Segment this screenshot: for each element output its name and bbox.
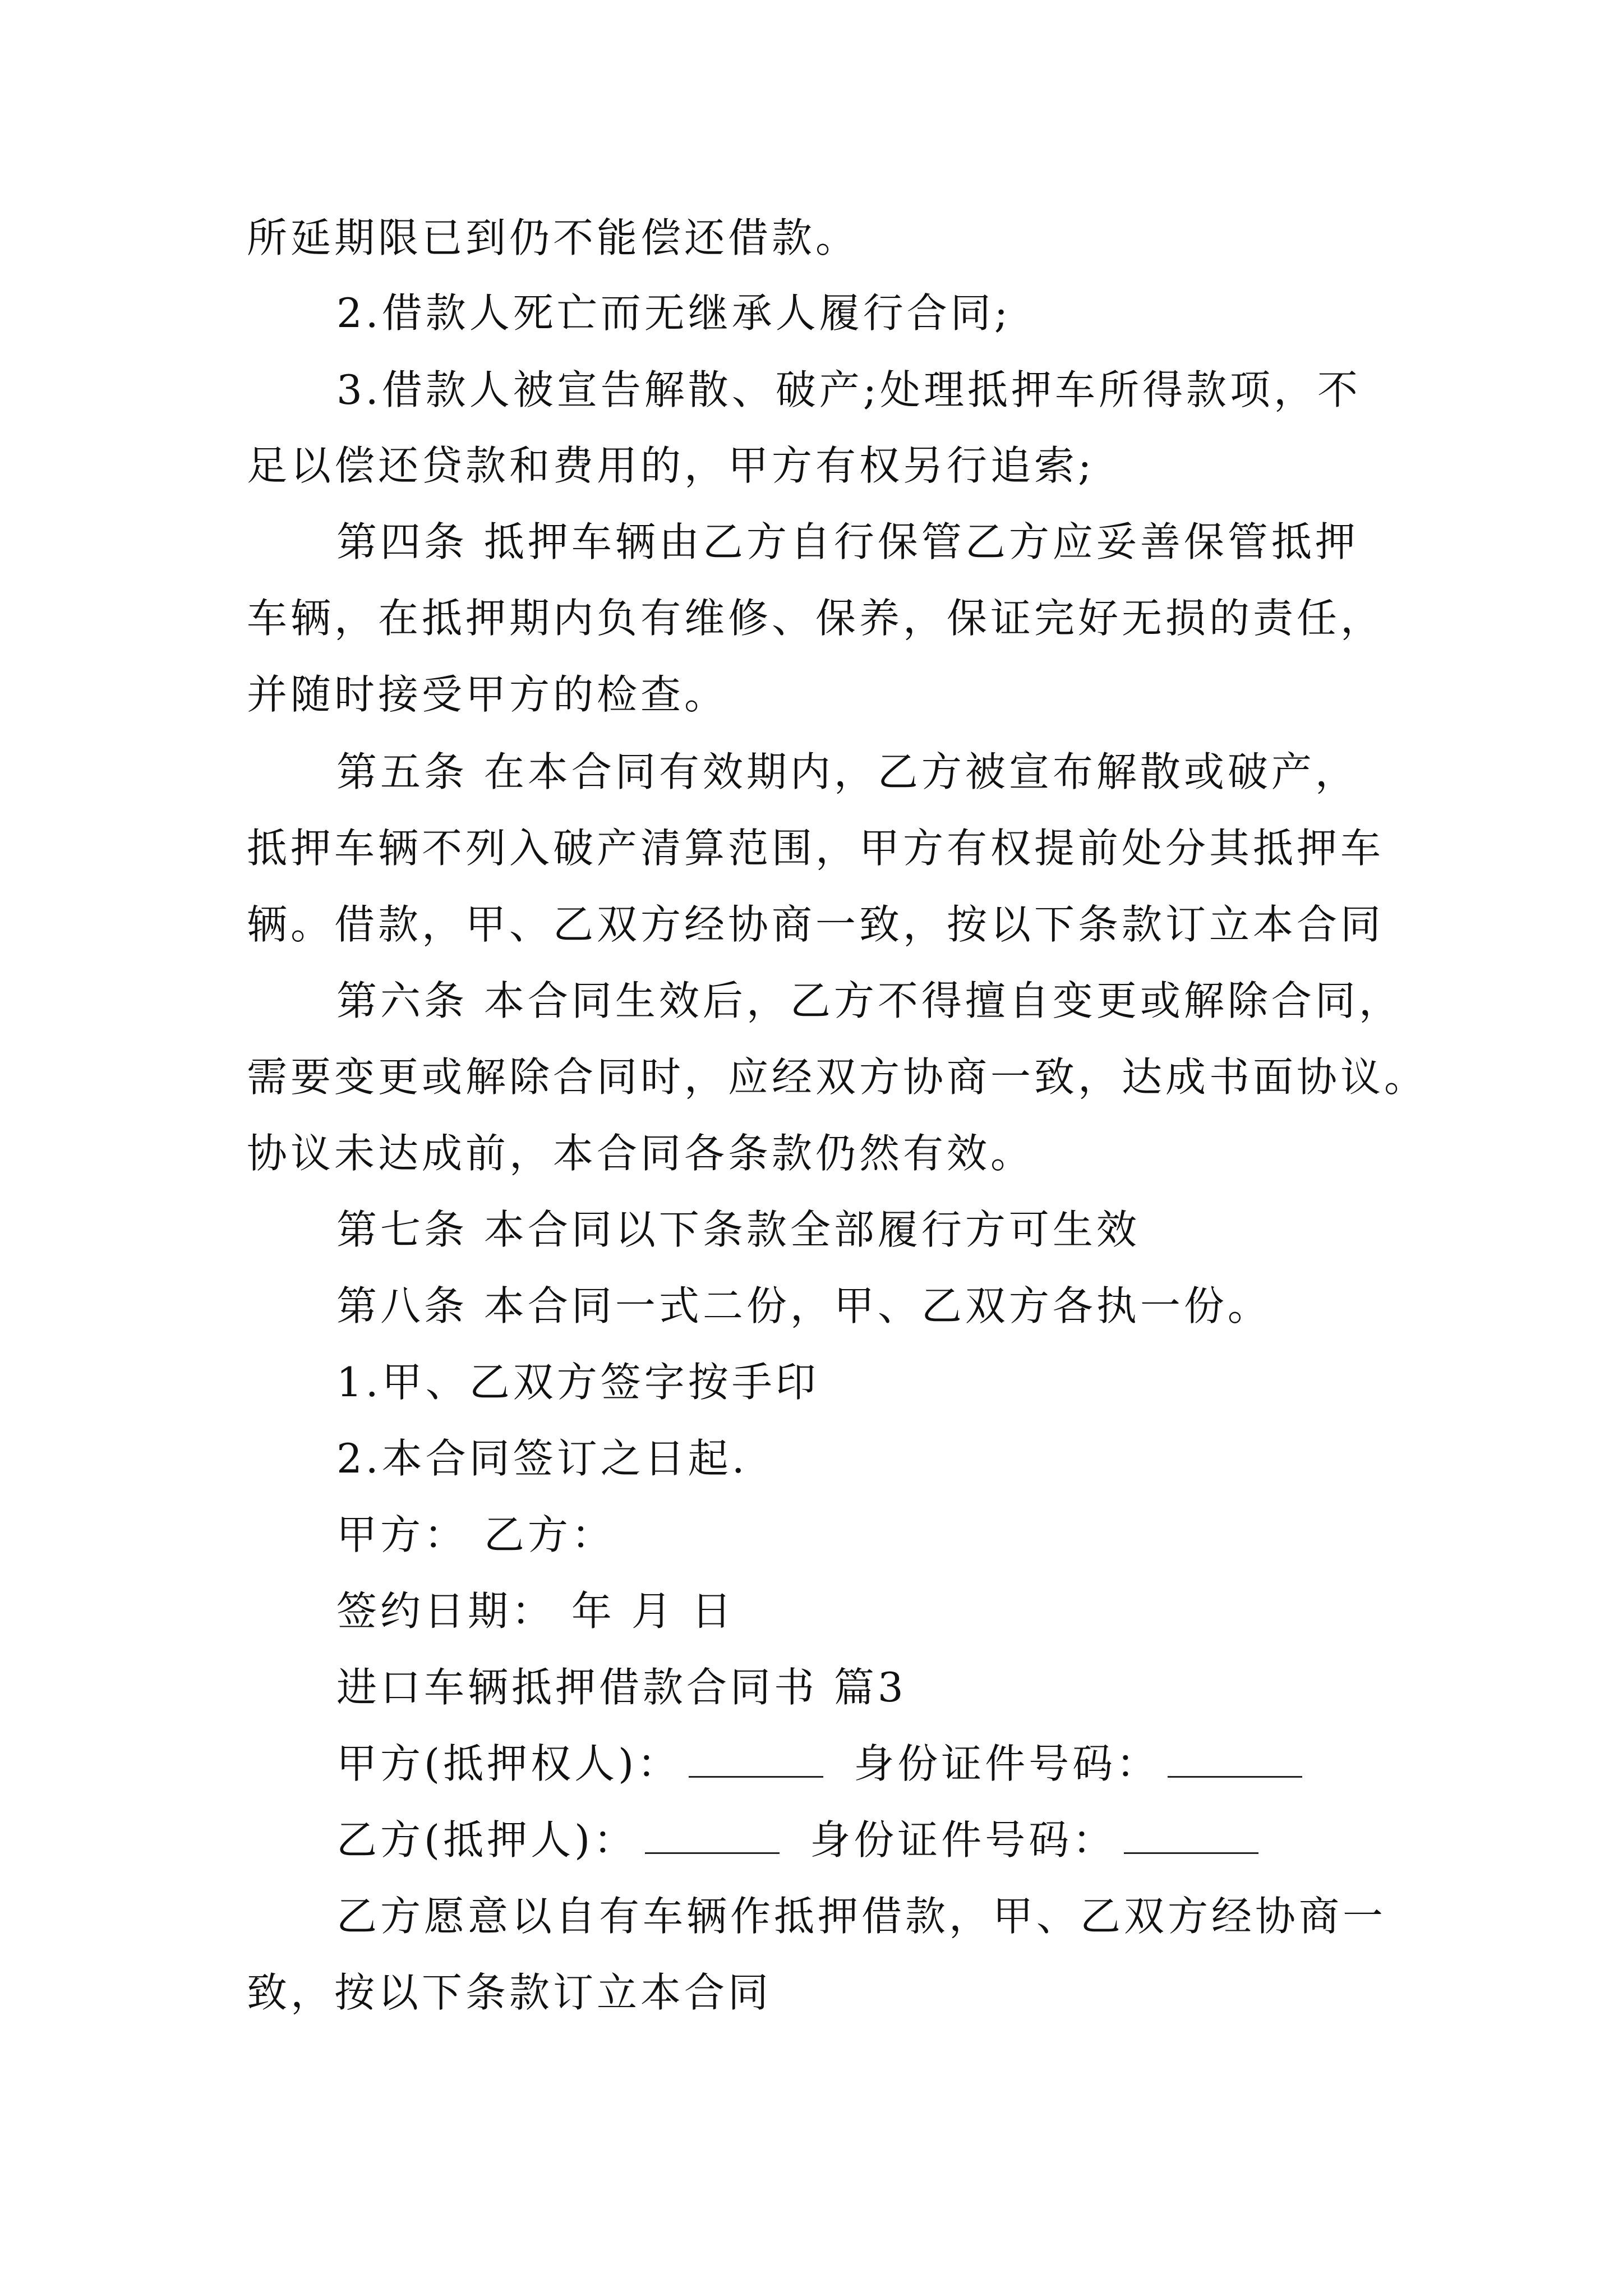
text-line: 足以偿还贷款和费用的，甲方有权另行追索; [247, 442, 1095, 489]
party-a-name-blank [689, 1742, 823, 1778]
party-a-row [336, 1736, 1310, 1792]
text-line: 辆。借款，甲、乙双方经协商一致，按以下条款订立本合同 [247, 901, 1385, 948]
party-b-label: 乙方(抵押人)： [336, 1816, 638, 1864]
text-line: 第五条 在本合同有效期内，乙方被宣布解散或破产， [336, 748, 1359, 795]
signing-date: 签约日期： 年 月 日 [336, 1588, 735, 1635]
text-line: 车辆，在抵押期内负有维修、保养，保证完好无损的责任， [247, 595, 1385, 642]
party-b-id-blank [1124, 1819, 1258, 1854]
text-line: 第八条 本合同一式二份，甲、乙双方各执一份。 [336, 1282, 1271, 1329]
text-line: 2.本合同签订之日起. [336, 1435, 748, 1482]
text-line: 第七条 本合同以下条款全部履行方可生效 [336, 1206, 1140, 1253]
party-a-id-label: 身份证件号码： [854, 1740, 1160, 1787]
text-line: 1.甲、乙双方签字按手印 [336, 1359, 819, 1406]
text-line: 协议未达成前，本合同各条款仍然有效。 [247, 1130, 1035, 1177]
party-b-row [336, 1812, 1266, 1868]
party-b-name-blank [645, 1819, 780, 1854]
party-a-label: 甲方(抵押权人)： [336, 1740, 681, 1787]
text-line: 第六条 本合同生效后，乙方不得擅自变更或解除合同， [336, 977, 1403, 1024]
party-b-id-label: 身份证件号码： [810, 1816, 1117, 1864]
section-heading: 进口车辆抵押借款合同书 篇3 [336, 1664, 907, 1711]
text-line: 并随时接受甲方的检查。 [247, 671, 728, 718]
text-line: 所延期限已到仍不能偿还借款。 [247, 214, 860, 261]
text-line: 3.借款人被宣告解散、破产;处理抵押车所得款项，不 [336, 366, 1361, 413]
signature-labels: 甲方： 乙方： [336, 1511, 615, 1558]
text-line: 乙方愿意以自有车辆作抵押借款，甲、乙双方经协商一 [336, 1893, 1387, 1940]
text-line: 2.借款人死亡而无继承人履行合同; [336, 289, 1011, 337]
text-line: 需要变更或解除合同时，应经双方协商一致，达成书面协议。 [247, 1053, 1428, 1101]
text-line: 第四条 抵押车辆由乙方自行保管乙方应妥善保管抵押 [336, 518, 1359, 565]
text-line: 抵押车辆不列入破产清算范围，甲方有权提前处分其抵押车 [247, 825, 1385, 872]
party-a-id-blank [1168, 1742, 1302, 1778]
text-line: 致，按以下条款订立本合同 [247, 1969, 772, 2016]
